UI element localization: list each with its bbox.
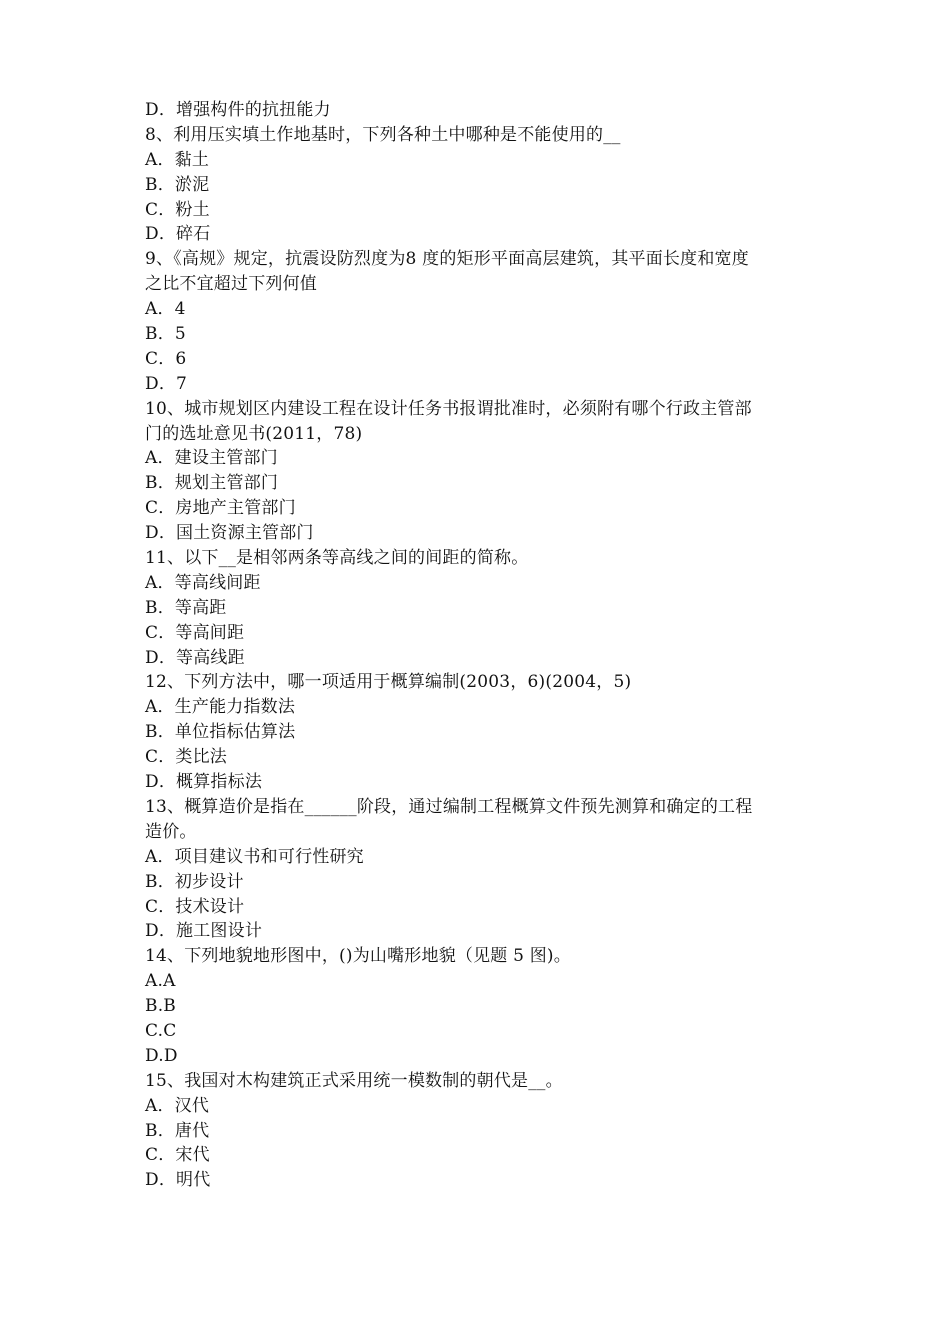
option-line: B.B [145,996,176,1017]
question-line: 之比不宜超过下列何值 [145,274,317,295]
option-line: D.D [145,1045,178,1066]
option-line: B．5 [145,324,186,345]
question-line: 12、下列方法中，哪一项适用于概算编制(2003，6)(2004，5) [145,672,632,693]
option-line: D．增强构件的抗扭能力 [145,100,331,120]
option-line: B．淤泥 [145,174,210,195]
option-line: A．生产能力指数法 [145,697,296,718]
option-line: A．项目建议书和可行性研究 [145,846,364,867]
option-line: A．黏土 [145,149,210,170]
option-line: D．国土资源主管部门 [145,523,314,544]
option-line: D．明代 [145,1170,211,1191]
question-line: 9、《高规》规定，抗震设防烈度为8 度的矩形平面高层建筑，其平面长度和宽度 [145,249,749,270]
question-line: 15、我国对木构建筑正式采用统一模数制的朝代是__。 [145,1070,563,1091]
option-line: C．粉土 [145,199,210,220]
option-line: D．7 [145,373,188,394]
question-line: 门的选址意见书(2011，78) [145,423,363,444]
option-line: D．施工图设计 [145,921,263,942]
option-line: B．规划主管部门 [145,473,279,494]
question-line: 10、城市规划区内建设工程在设计任务书报谓批准时，必须附有哪个行政主管部 [145,398,752,419]
question-line: 13、概算造价是指在______阶段，通过编制工程概算文件预先测算和确定的工程 [145,796,753,817]
option-line: A．等高线间距 [145,572,261,593]
option-line: C．宋代 [145,1145,210,1166]
option-line: A．汉代 [145,1095,210,1116]
question-line: 14、下列地貌地形图中，()为山嘴形地貌（见题 5 图)。 [145,946,571,967]
question-line: 11、以下__是相邻两条等高线之间的间距的简称。 [145,548,529,569]
option-line: D．碎石 [145,224,211,245]
option-line: A.A [145,971,176,992]
option-line: C．类比法 [145,747,228,768]
question-line: 造价。 [145,821,197,842]
option-line: B．初步设计 [145,871,244,892]
option-line: B．单位指标估算法 [145,722,296,743]
option-line: C.C [145,1020,177,1041]
option-line: D．等高线距 [145,647,245,668]
document-page [145,98,815,1193]
question-line: 8、利用压实填土作地基时，下列各种土中哪种是不能使用的__ [145,124,621,145]
option-line: A．4 [145,299,186,320]
option-line: C．房地产主管部门 [145,498,296,519]
option-line: C．等高间距 [145,622,245,643]
option-line: B．等高距 [145,597,227,618]
option-line: B．唐代 [145,1120,210,1141]
option-line: A．建设主管部门 [145,448,278,469]
option-line: D．概算指标法 [145,772,263,793]
option-line: C．技术设计 [145,896,245,917]
option-line: C．6 [145,348,187,369]
